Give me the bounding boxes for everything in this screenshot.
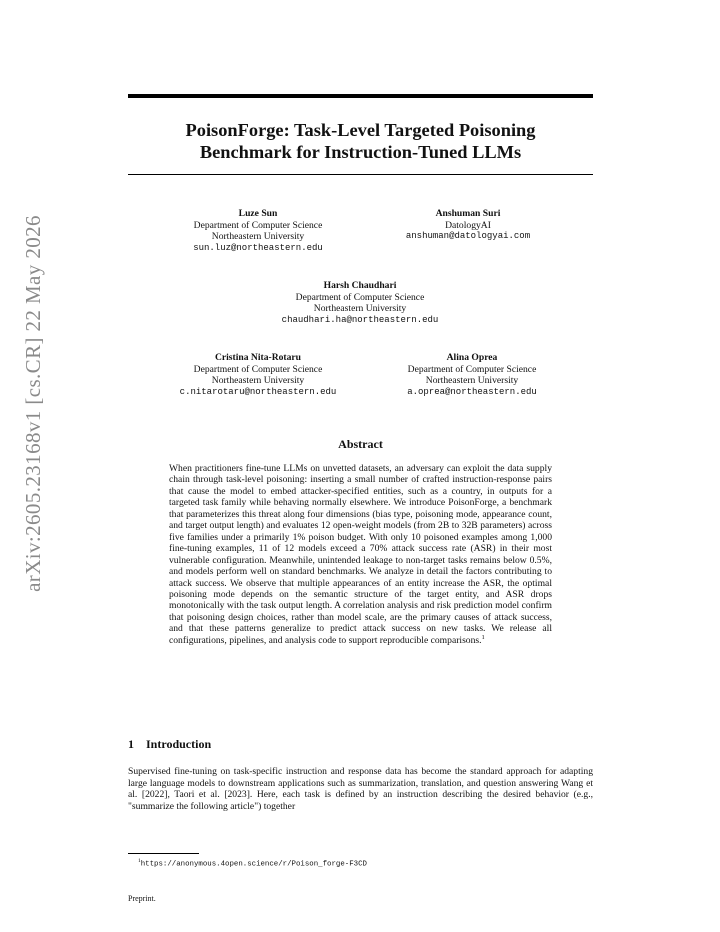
author-email: sun.luz@northeastern.edu xyxy=(193,242,323,253)
author-affiliation: DatologyAI xyxy=(445,219,491,231)
author-name: Anshuman Suri xyxy=(435,208,501,219)
author-block xyxy=(358,208,578,243)
author-name: Luze Sun xyxy=(238,208,278,219)
author-department: Department of Computer Science xyxy=(407,363,537,375)
author-block xyxy=(148,208,368,254)
abstract-body xyxy=(169,463,552,646)
author-name: Alina Oprea xyxy=(446,352,498,363)
abstract-text: When practitioners fine-tune LLMs on unvetted datasets, an adversary can exploit the data supply chain through task-level poisoning: inserting a small number of crafted instruction-response pairs that cause the model to embed attacker-specified entities, such as a country, in outputs for a targeted task family while behaving normally elsewhere. We introduce PoisonForge, a benchmark that parameterizes this threat along four dimensions (bias type, poisoning mode, appearance count, and target output length) and evaluates 12 open-weight models (from 2B to 32B parameters) across five families under a primarily 1% poison budget. With only 10 poisoned examples among 1,000 fine-tuning examples, 11 of 12 models exceed a 70% attack success rate (ASR) in their most vulnerable configuration. Meanwhile, unintended leakage to non-target tasks remains below 0.5%, and models perform well on standard benchmarks. We analyze in detail the factors contributing to attack success. We observe that multiple appearances of an entity increase the ASR, the optimal poisoning mode depends on the semantic structure of the target entity, and ASR drops monotonically with the task output length. A correlation analysis and risk prediction model confirm that poisoning design choices, rather than model scale, are the primary causes of attack success, and that these patterns generalize to predict attack success on new tasks. We release all configurations, pipelines, and analysis code to support reproducible comparisons. xyxy=(169,463,552,646)
title-rule-top xyxy=(128,94,593,98)
author-block xyxy=(250,280,470,326)
author-email: chaudhari.ha@northeastern.edu xyxy=(281,314,439,325)
footnote-mark: 1 xyxy=(138,858,141,864)
author-department: Department of Computer Science xyxy=(193,219,323,231)
author-name: Cristina Nita-Rotaru xyxy=(214,352,302,363)
author-department: Department of Computer Science xyxy=(295,291,425,303)
section-heading xyxy=(128,737,211,752)
arxiv-identifier: arXiv:2605.23168v1 [cs.CR] 22 May 2026 xyxy=(20,214,45,592)
author-email: c.nitarotaru@northeastern.edu xyxy=(179,386,337,397)
author-department: Department of Computer Science xyxy=(193,363,323,375)
preprint-footer: Preprint. xyxy=(128,894,156,903)
author-affiliation: Northeastern University xyxy=(211,375,305,387)
footnote-rule xyxy=(128,853,199,854)
title-line: Benchmark for Instruction-Tuned LLMs xyxy=(199,142,522,162)
abstract-footnote-mark: 1 xyxy=(481,633,485,641)
author-block xyxy=(362,352,582,398)
intro-paragraph: Supervised fine-tuning on task-specific instruction and response data has become the standard approach for adapting large language models to downstream applications such as summarization, translation, and question answering Wang et al. [2022], Taori et al. [2023]. Here, each task is defined by an instruction describing the desired behavior (e.g., "summarize the following article") together xyxy=(128,766,593,812)
title-rule-bottom xyxy=(128,174,593,175)
author-name: Harsh Chaudhari xyxy=(323,280,397,291)
section-title: Introduction xyxy=(146,737,212,751)
abstract-heading: Abstract xyxy=(338,437,383,451)
author-block xyxy=(148,352,368,398)
author-email: anshuman@datologyai.com xyxy=(405,231,531,242)
author-affiliation: Northeastern University xyxy=(211,231,305,243)
section-number: 1 xyxy=(128,737,134,751)
footnote xyxy=(138,858,367,868)
paper-title xyxy=(128,119,593,163)
author-affiliation: Northeastern University xyxy=(425,375,519,387)
title-line: PoisonForge: Task-Level Targeted Poisoning xyxy=(185,120,536,140)
author-affiliation: Northeastern University xyxy=(313,303,407,315)
footnote-url[interactable]: https://anonymous.4open.science/r/Poison_forge-F3CD xyxy=(140,860,367,869)
author-email: a.oprea@northeastern.edu xyxy=(407,386,537,397)
